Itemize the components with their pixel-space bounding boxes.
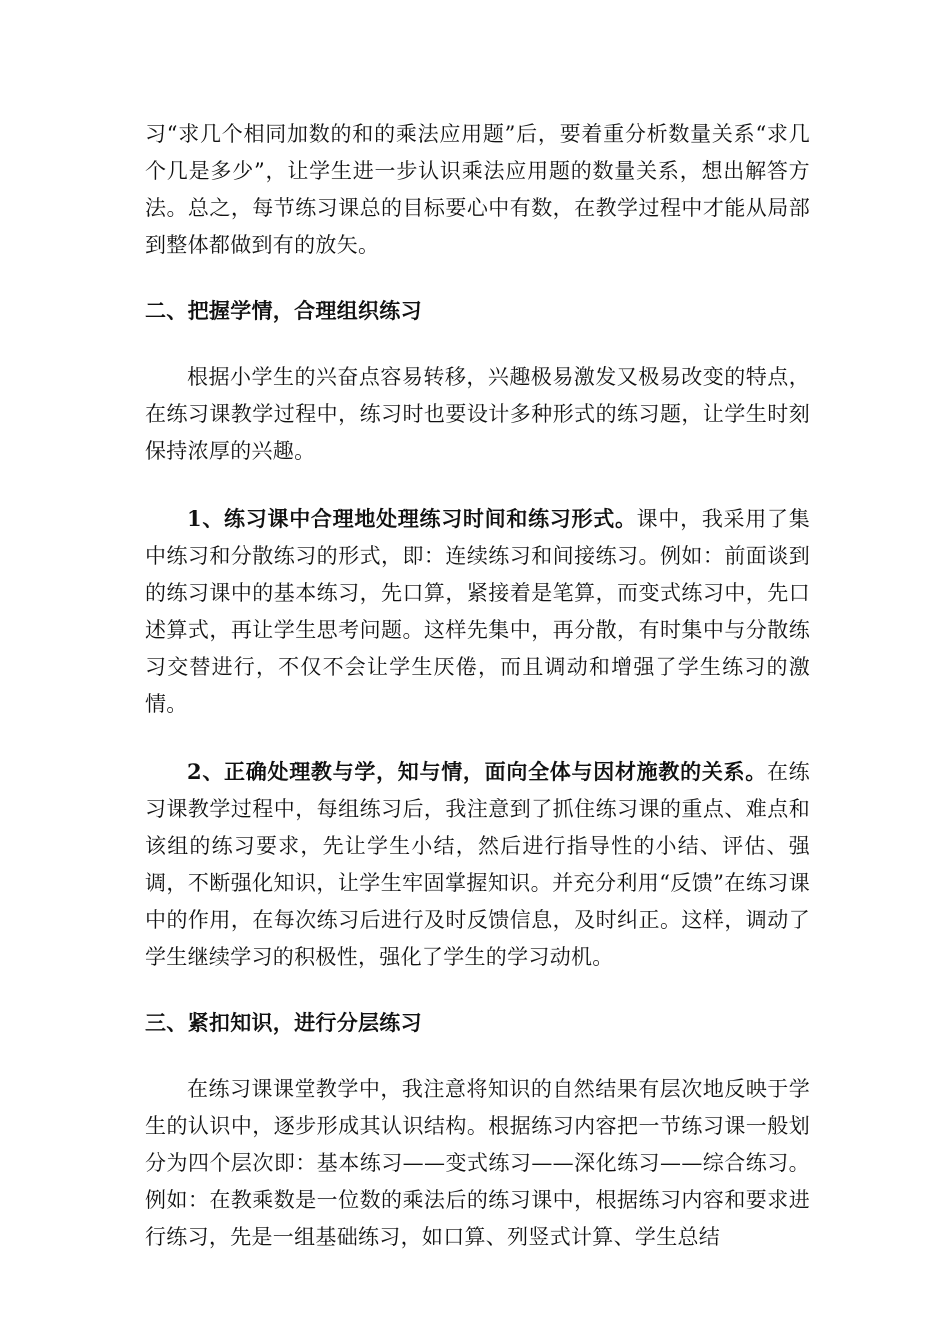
paragraph-item-1 xyxy=(145,500,810,723)
paragraph-text: 在练习课课堂教学中，我注意将知识的自然结果有层次地反映于学生的认识中，逐步形成其认识结构。根据练习内容把一节练习课一般划分为四个层次即：基本练习——变式练习——深化练习——综合练习。例如：在教乘数是一位数的乘法后的练习课中，根据练习内容和要求进行练习，先是一组基础练习，如口算、列竖式计算、学生总结 xyxy=(145,1077,810,1249)
paragraph-continuation: 习“求几个相同加数的和的乘法应用题”后，要着重分析数量关系“求几个几是多少”，让学生进一步认识乘法应用题的数量关系，想出解答方法。总之，每节练习课总的目标要心中有数，在教学过程中才能从局部到整体都做到有的放矢。 xyxy=(145,122,810,257)
item-2-lead: 2、正确处理教与学，知与情，面向全体与因材施教的关系。 xyxy=(187,759,767,784)
paragraph-learning-situation xyxy=(145,359,810,470)
item-1-lead: 1、练习课中合理地处理练习时间和练习形式。 xyxy=(187,506,637,531)
paragraph-layered-practice xyxy=(145,1071,810,1256)
item-2-text: 在练习课教学过程中，每组练习后，我注意到了抓住练习课的重点、难点和该组的练习要求，先让学生小结，然后进行指导性的小结、评估、强调，不断强化知识，让学生牢固掌握知识。并充分利用“反馈”在练习课中的作用，在每次练习后进行及时反馈信息，及时纠正。这样，调动了学生继续学习的积极性，强化了学生的学习动机。 xyxy=(145,760,810,969)
item-1-text: 课中，我采用了集中练习和分散练习的形式，即：连续练习和间接练习。例如：前面谈到的练习课中的基本练习，先口算，紧接着是笔算，而变式练习中，先口述算式，再让学生思考问题。这样先集中，再分散，有时集中与分散练习交替进行，不仅不会让学生厌倦，而且调动和增强了学生练习的激情。 xyxy=(145,507,810,716)
section-heading-2: 二、把握学情，合理组织练习 xyxy=(145,298,422,323)
document-page xyxy=(145,116,810,1256)
section-heading-3: 三、紧扣知识，进行分层练习 xyxy=(145,1010,422,1035)
paragraph-item-2 xyxy=(145,753,810,976)
paragraph-text: 根据小学生的兴奋点容易转移，兴趣极易激发又极易改变的特点，在练习课教学过程中，练习时也要设计多种形式的练习题，让学生时刻保持浓厚的兴趣。 xyxy=(145,365,810,463)
